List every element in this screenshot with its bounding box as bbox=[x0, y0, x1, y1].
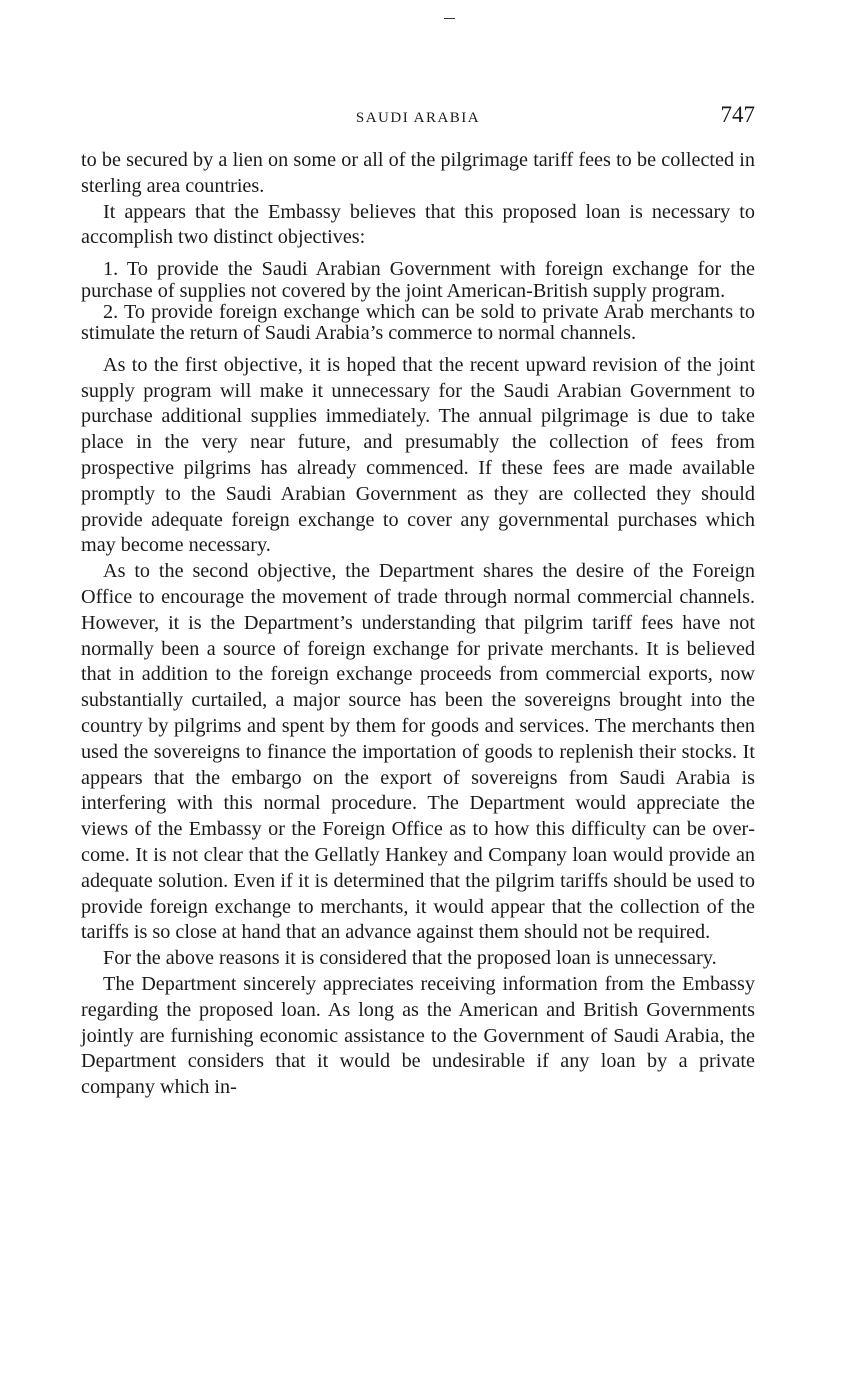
paragraph-second-objective: As to the second objective, the Department shares the desire of the Foreign Office to encourage the movement of trade through normal commercial channels. However, it is the Department’s understanding that pilgrim tariff fees have not normally been a source of foreign exchange for private merchants. It is believed that in addition to the foreign exchange proceeds from commercial exports, now substantially curtailed, a major source has been the sovereigns brought into the country by pilgrims and spent by them for goods and services. The merchants then used the sovereigns to finance the importation of goods to replenish their stocks. It appears that the embargo on the export of sovereigns from Saudi Arabia is interfering with this normal procedure. The Department would appreciate the views of the Embassy or the Foreign Office as to how this difficulty can be overcome. It is not clear that the Gellatly Hankey and Company loan would provide an adequate solution. Even if it is determined that the pilgrim tariffs should be used to provide foreign exchange to merchants, it would appear that the collection of the tariffs is so close at hand that an advance against them should not be required. bbox=[81, 560, 755, 944]
running-head: SAUDI ARABIA bbox=[355, 110, 481, 126]
list-item: 1. To provide the Saudi Arabian Government with foreign exchange for the purchase of supplies not covered by the joint American-British supply program. bbox=[81, 258, 755, 302]
list-item: 2. To provide foreign exchange which can be sold to private Arab merchants to stimulate the return of Saudi Arabia’s commerce to normal channels. bbox=[81, 301, 755, 345]
paragraph-appreciation: The Department sincerely appreciates receiving information from the Embassy regarding the proposed loan. As long as the American and British Governments jointly are furnishing economic assistance to the Government of Saudi Arabia, the Department considers that it would be undesirable if any loan by a private company which in- bbox=[81, 972, 755, 1099]
page-header bbox=[81, 102, 755, 134]
page-number: 747 bbox=[720, 102, 755, 127]
top-margin-mark bbox=[444, 18, 455, 19]
paragraph-first-objective: As to the first objective, it is hoped that the recent upward revision of the joint supply program will make it unnecessary for the Saudi Arabian Government to purchase additional supplies immediately. The annual pilgrimage is due to take place in the very near future, and presumably the collection of fees from prospective pilgrims has already commenced. If these fees are made available promptly to the Saudi Arabian Government as they are collected they should provide adequate foreign exchange to cover any governmental purchases which may become necessary. bbox=[81, 353, 755, 557]
document-body bbox=[81, 148, 755, 1101]
paragraph-objectives-intro: It appears that the Embassy believes that this proposed loan is necessary to accomplish two distinct objectives: bbox=[81, 200, 755, 249]
paragraph-conclusion: For the above reasons it is considered that the proposed loan is unnecessary. bbox=[103, 947, 717, 970]
paragraph-continuation: to be secured by a lien on some or all of the pilgrimage tariff fees to be collected in sterling area countries. bbox=[81, 149, 755, 197]
objectives-list bbox=[81, 259, 755, 345]
